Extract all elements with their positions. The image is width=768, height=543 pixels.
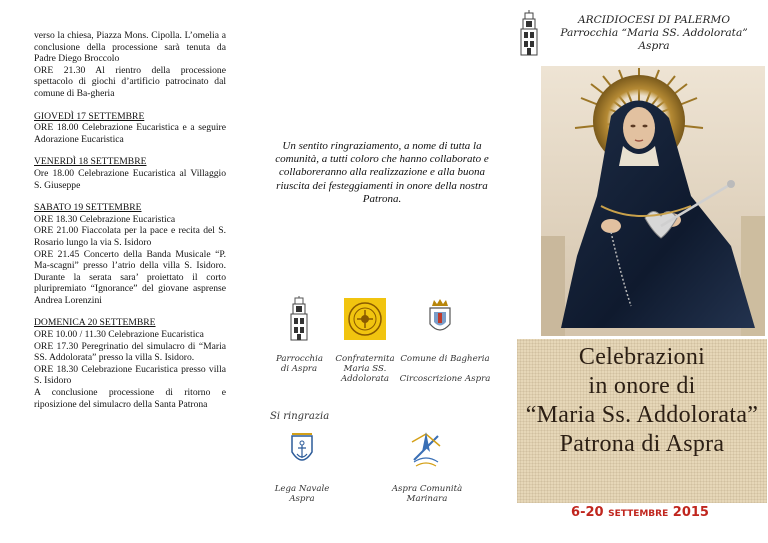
lega-navale-caption: Lega Navale Aspra (274, 484, 330, 504)
title-line-3: “Maria Ss. Addolorata” (525, 402, 759, 428)
festival-dates: 6-20 settembre 2015 (571, 505, 709, 520)
header-line-3: Aspra (638, 39, 670, 52)
anchor-emblem (289, 432, 315, 470)
title-line-4: Patrona di Aspra (559, 431, 725, 457)
program-line: ORE 10.00 / 11.30 Celebrazione Eucaristica (34, 329, 204, 341)
church-tower-logo (288, 296, 310, 342)
program-intro-2: ORE 21.30 Al rientro della processione spettacolo di giochi d’artificio patrocinato dal comune di Ba-gheria (34, 64, 226, 99)
thanks-text: Un sentito ringraziamento, a nome di tutta la comunità, a tutti coloro che hanno collaborato e collaboreranno alla realizzazione e alla buona riuscita dei festeggiamenti in onore della nostra Patrona. (275, 140, 489, 205)
program-intro-1: verso la chiesa, Piazza Mons. Cipolla. L’omelia a conclusione della processione sarà tenuta da Padre Diego Broccolo (34, 30, 226, 65)
day-heading: SABATO 19 SETTEMBRE (34, 202, 142, 214)
title-line-1: Celebrazioni (578, 344, 706, 370)
day-heading: DOMENICA 20 SETTEMBRE (34, 317, 156, 329)
program-line: ORE 21.45 Concerto della Banda Musicale “P. Ma-scagni” presso l’atrio della villa S. Isidoro. Durante la serata sara’ proiettato il corto pluripremiato “Ignorance” del giovane asprense Andrea Lorenzini (34, 248, 226, 306)
program-line: ORE 18.00 Celebrazione Eucaristica e a seguire Adorazione Eucaristica (34, 122, 226, 145)
program-line: A conclusione processione di ritorno e riposizione del simulacro della Santa Patrona (34, 387, 226, 410)
comune-coat-of-arms (426, 298, 454, 338)
header-line-2: Parrocchia “Maria SS. Addolorata” (560, 26, 748, 39)
program-line: Ore 18.00 Celebrazione Eucaristica al Villaggio S. Giuseppe (34, 167, 226, 191)
parrocchia-caption: Parrocchia di Aspra (276, 354, 323, 374)
header-line-1: ARCIDIOCESI DI PALERMO (577, 14, 731, 26)
program-line: ORE 21.00 Fiaccolata per la pace e recita del S. Rosario lungo la via S. Isidoro (34, 225, 226, 248)
circoscrizione-caption: Circoscrizione Aspra (399, 374, 491, 384)
program-line: ORE 17.30 Peregrinatio del simulacro di “Maria SS. Addolorata” presso la villa S. Isidoro. (34, 340, 226, 364)
header-title (556, 14, 752, 52)
title-line-2: in onore di (588, 373, 696, 399)
program-line: ORE 18.30 Celebrazione Eucaristica (34, 213, 176, 225)
si-ringrazia-label: Si ringrazia (270, 411, 330, 422)
program-line: ORE 18.30 Celebrazione Eucaristica presso villa S. Isidoro (34, 363, 226, 387)
program-column (34, 30, 226, 410)
confraternita-caption: Confraternita Maria SS. Addolorata (335, 354, 395, 384)
comunita-marinara-caption: Aspra Comunità Marinara (391, 484, 463, 504)
church-tower-icon (519, 10, 539, 56)
marinara-compass-logo (408, 428, 444, 470)
main-title (517, 343, 767, 459)
madonna-statue-photo (541, 66, 765, 336)
day-heading: GIOVEDÌ 17 SETTEMBRE (34, 110, 145, 122)
confraternita-seal (344, 298, 386, 340)
title-panel (517, 339, 767, 503)
day-heading: VENERDÌ 18 SETTEMBRE (34, 156, 147, 168)
comune-caption: Comune di Bagheria (400, 354, 490, 364)
